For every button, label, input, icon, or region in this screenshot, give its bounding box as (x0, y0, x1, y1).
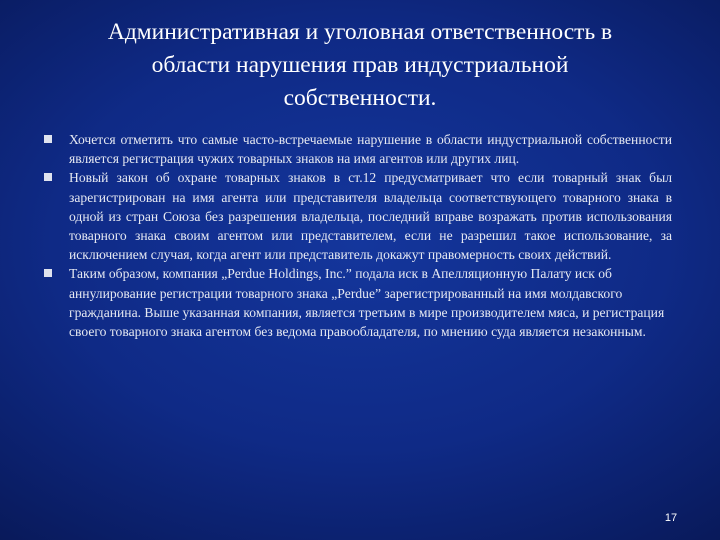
square-bullet-icon (44, 269, 52, 277)
bullet-item-1 (44, 130, 672, 168)
bullet-list (44, 130, 672, 341)
slide-title-line-3: собственности. (283, 85, 437, 111)
slide-title-line-2: области нарушения прав индустриальной (151, 52, 569, 78)
bullet-text-3: Таким образом, компания „Perdue Holdings, Inc.” подала иск в Апелляционную Палату иск об аннулирование регистрации товарного знака „Perdue” зарегистрированный на имя молдавского гражданина. Выше указанная компания, является третьим в мире производителем мяса, и регистрация своего товарного знака агентом без ведома правообладателя, по мнению суда является незаконным. (69, 266, 665, 340)
slide-title-line-1: Административная и уголовная ответственность в (107, 19, 613, 45)
slide-page-number: 17 (664, 512, 678, 524)
bullet-item-2 (44, 168, 672, 264)
bullet-text-2: Новый закон об охране товарных знаков в ст.12 предусматривает что если товарный знак был зарегистрирован на имя агента или представителя владельца соответствующего товарного знака в одной из стран Союза без разрешения владельца, последний вправе возражать против использования товарного знака своим агентом или представителем, если не разрешил такое использование, за исключением случая, когда агент или представитель докажут правомерность своих действий. (69, 170, 672, 263)
bullet-text-1: Хочется отметить что самые часто-встречаемые нарушение в области индустриальной собственности является регистрация чужих товарных знаков на имя агентов или других лиц. (69, 132, 672, 167)
slide-title (30, 16, 690, 115)
square-bullet-icon (44, 173, 52, 181)
square-bullet-icon (44, 135, 52, 143)
bullet-item-3 (44, 264, 672, 341)
